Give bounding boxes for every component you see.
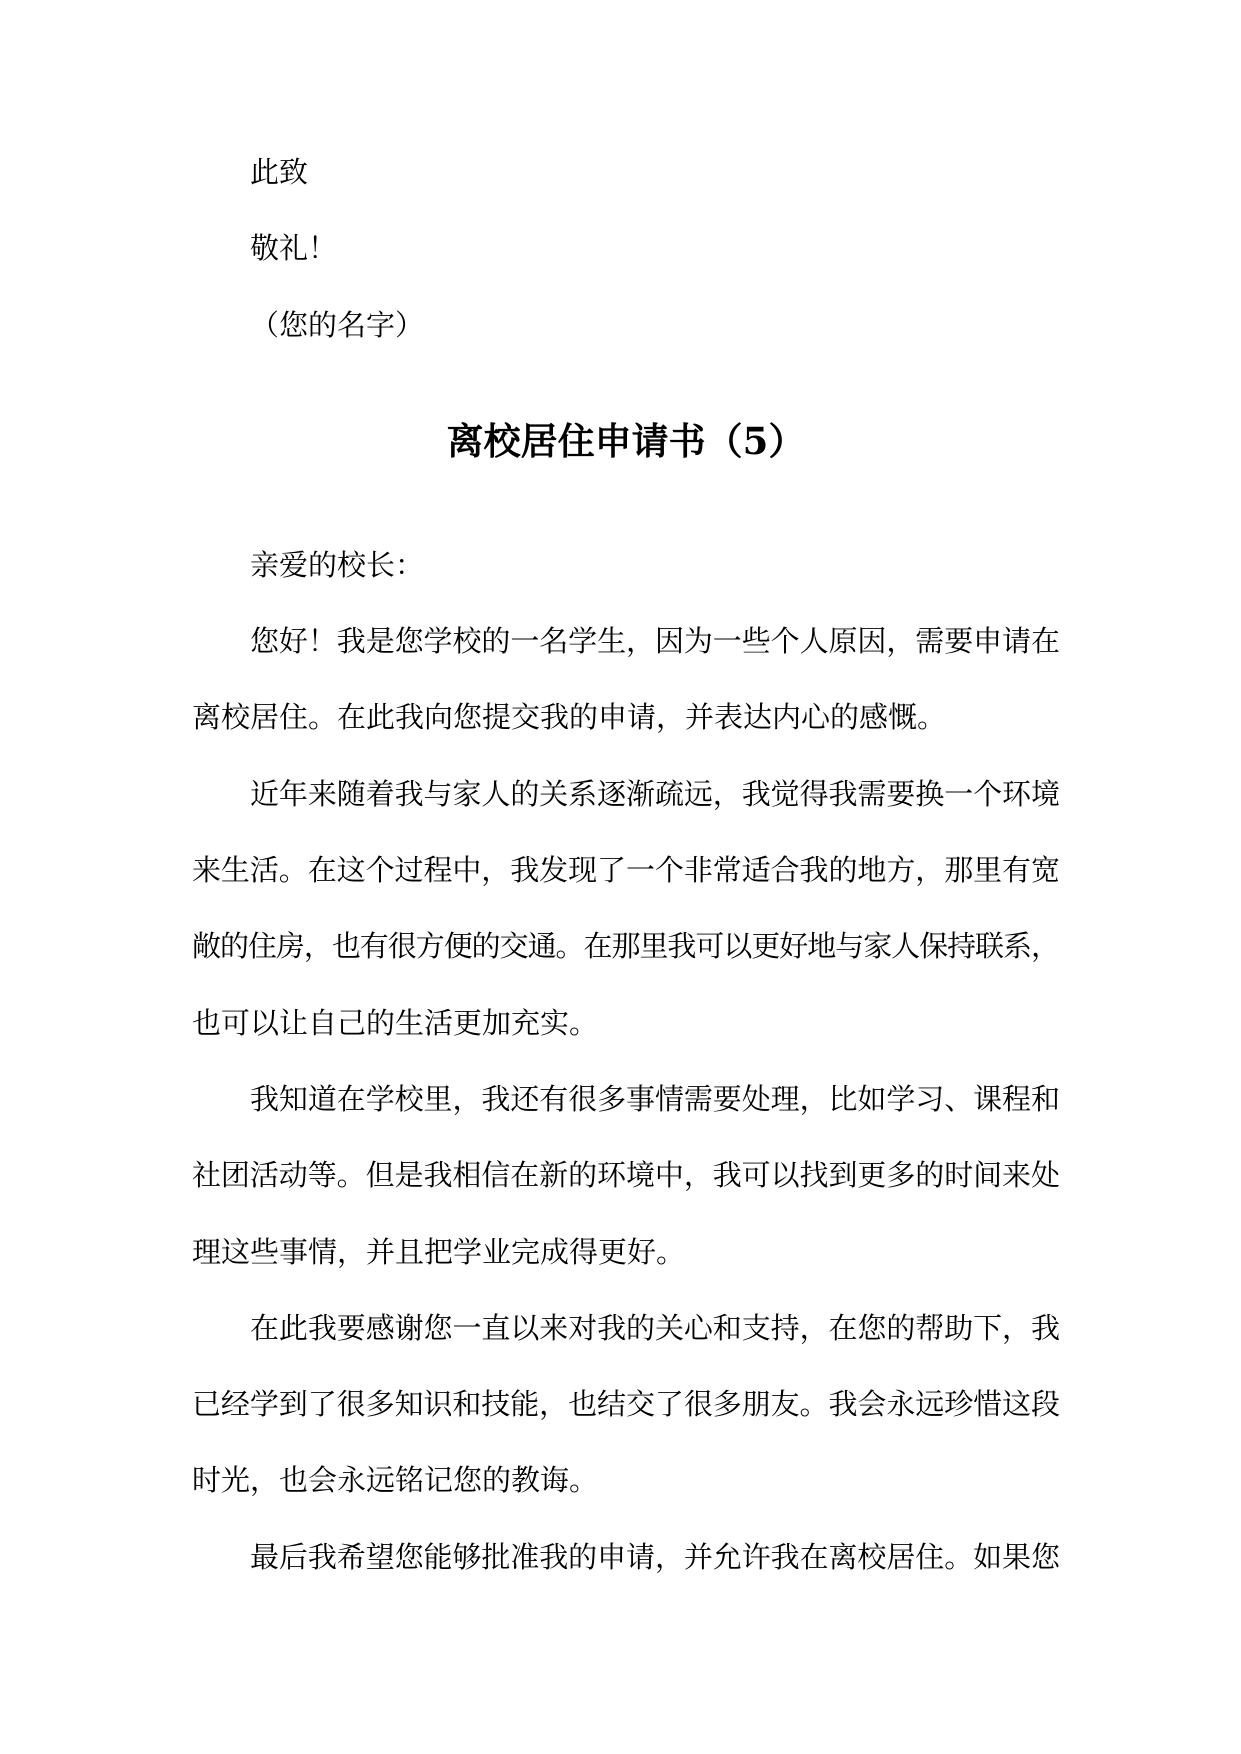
- paragraph-line: [192, 679, 1060, 755]
- paragraph-line: [192, 756, 1060, 832]
- closing-salutation-text: 此致: [250, 155, 309, 189]
- paragraph-line: [192, 832, 1060, 908]
- paragraph: [192, 603, 1060, 756]
- paragraph-line: [192, 1442, 1060, 1518]
- greeting: [192, 527, 1060, 603]
- paragraph-line-text: 最后我希望您能够批准我的申请，并允许我在离校居住。如果您: [250, 1539, 1060, 1574]
- signature: [192, 287, 1060, 363]
- paragraph-line-text: 在此我要感谢您一直以来对我的关心和支持，在您的帮助下，我: [250, 1310, 1060, 1345]
- paragraph-line: [192, 603, 1060, 679]
- document-title: 离校居住申请书（5）: [446, 418, 806, 463]
- paragraph-line: [192, 985, 1060, 1061]
- paragraph: [192, 756, 1060, 1061]
- signature-text: （您的名字）: [250, 307, 425, 342]
- paragraph-line: [192, 908, 1060, 984]
- paragraph-line: [192, 1061, 1060, 1137]
- paragraph-line-text: 社团活动等。但是我相信在新的环境中，我可以找到更多的时间来处: [192, 1158, 1060, 1193]
- paragraph: [192, 1061, 1060, 1290]
- closing-regards-text: 敬礼！: [250, 231, 338, 266]
- paragraph-line-text: 我知道在学校里，我还有很多事情需要处理，比如学习、课程和: [250, 1081, 1060, 1116]
- paragraph-line-text: 已经学到了很多知识和技能，也结交了很多朋友。我会永远珍惜这段: [192, 1387, 1060, 1422]
- paragraph-line-text: 您好！我是您学校的一名学生，因为一些个人原因，需要申请在: [250, 624, 1060, 659]
- paragraph-line-text: 理这些事情，并且把学业完成得更好。: [192, 1234, 686, 1269]
- paragraph: [192, 1290, 1060, 1519]
- closing-salutation: [192, 134, 1060, 210]
- paragraph-line: [192, 1137, 1060, 1213]
- document-body: [192, 134, 1060, 1595]
- paragraph-line-text: 也可以让自己的生活更加充实。: [192, 1005, 599, 1040]
- paragraph-line-text: 离校居住。在此我向您提交我的申请，并表达内心的感慨。: [192, 700, 947, 735]
- paragraph-line: [192, 1290, 1060, 1366]
- greeting-text: 亲爱的校长：: [250, 547, 425, 582]
- paragraph-line-text: 敞的住房，也有很方便的交通。在那里我可以更好地与家人保持联系，: [192, 929, 1059, 964]
- paragraph-line: [192, 1519, 1060, 1595]
- paragraph-line-text: 时光，也会永远铭记您的教诲。: [192, 1463, 599, 1498]
- paragraph-line: [192, 1214, 1060, 1290]
- paragraph: [192, 1519, 1060, 1595]
- closing-regards: [192, 210, 1060, 286]
- paragraph-line-text: 近年来随着我与家人的关系逐渐疏远，我觉得我需要换一个环境: [250, 776, 1060, 811]
- paragraph-line: [192, 1366, 1060, 1442]
- paragraph-line-text: 来生活。在这个过程中，我发现了一个非常适合我的地方，那里有宽: [192, 853, 1060, 888]
